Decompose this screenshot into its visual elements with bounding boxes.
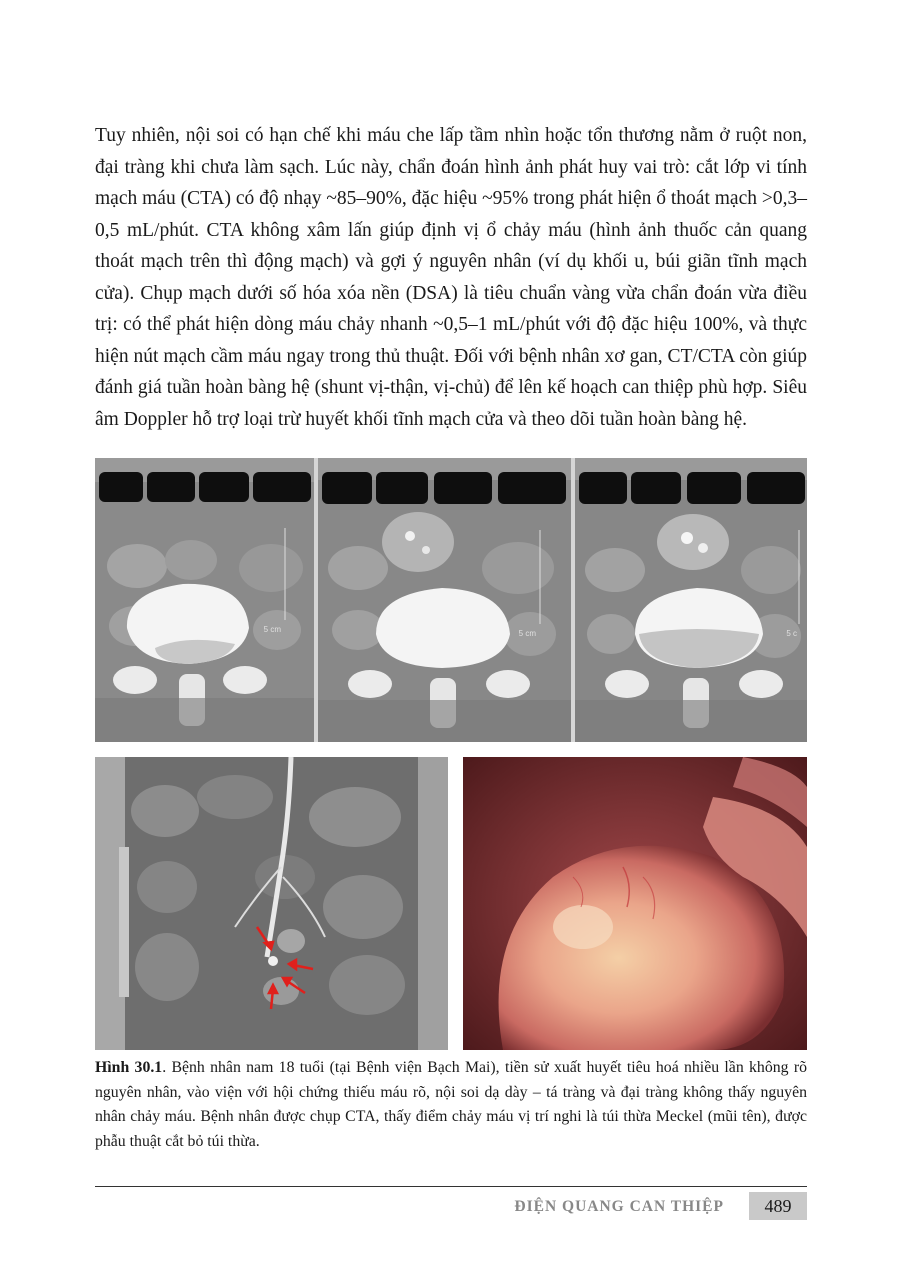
scale-label-2: 5 cm (518, 629, 536, 638)
ct-axial-slice-3 (575, 458, 807, 742)
ct-axial-slice-1 (95, 458, 314, 742)
running-footer-title: ĐIỆN QUANG CAN THIỆP (514, 1198, 724, 1215)
figure-caption (95, 1056, 807, 1154)
figure-label: Hình 30.1 (95, 1059, 163, 1076)
page-number: 489 (749, 1192, 807, 1220)
figure-caption-text: . Bệnh nhân nam 18 tuổi (tại Bệnh viện Bạch Mai), tiền sử xuất huyết tiêu hoá nhiều lần không rõ nguyên nhân, vào viện với hội chứng thiếu máu rõ, nội soi dạ dày – tá tràng và đại tràng không thấy nguyên nhân chảy máu. Bệnh nhân được chụp CTA, thấy điểm chảy máu vị trí nghi là túi thừa Meckel (mũi tên), được phẫu thuật cắt bỏ túi thừa. (95, 1059, 808, 1150)
ct-axial-strip (95, 458, 807, 742)
ct-coronal-image (95, 757, 448, 1050)
scale-label-3: 5 c (786, 629, 797, 638)
ct-axial-slice-2 (318, 458, 571, 742)
scale-label-1: 5 cm (263, 625, 281, 634)
surgical-photo (463, 757, 807, 1050)
footer-divider (95, 1186, 807, 1187)
body-paragraph: Tuy nhiên, nội soi có hạn chế khi máu che lấp tầm nhìn hoặc tổn thương nằm ở ruột non, đại tràng khi chưa làm sạch. Lúc này, chẩn đoán hình ảnh phát huy vai trò: cắt lớp vi tính mạch máu (CTA) có độ nhạy ~85–90%, đặc hiệu ~95% trong phát hiện ổ thoát mạch >0,3–0,5 mL/phút. CTA không xâm lấn giúp định vị ổ chảy máu (hình ảnh thuốc cản quang thoát mạch trên thì động mạch) và gợi ý nguyên nhân (ví dụ khối u, búi giãn tĩnh mạch cửa). Chụp mạch dưới số hóa xóa nền (DSA) là tiêu chuẩn vàng vừa chẩn đoán vừa điều trị: có thể phát hiện dòng máu chảy nhanh ~0,5–1 mL/phút với độ đặc hiệu 100%, và thực hiện nút mạch cầm máu ngay trong thủ thuật. Đối với bệnh nhân xơ gan, CT/CTA còn giúp đánh giá tuần hoàn bàng hệ (shunt vị-thận, vị-chủ) để lên kế hoạch can thiệp phù hợp. Siêu âm Doppler hỗ trợ loại trừ huyết khối tĩnh mạch cửa và theo dõi tuần hoàn bàng hệ. (95, 125, 807, 430)
